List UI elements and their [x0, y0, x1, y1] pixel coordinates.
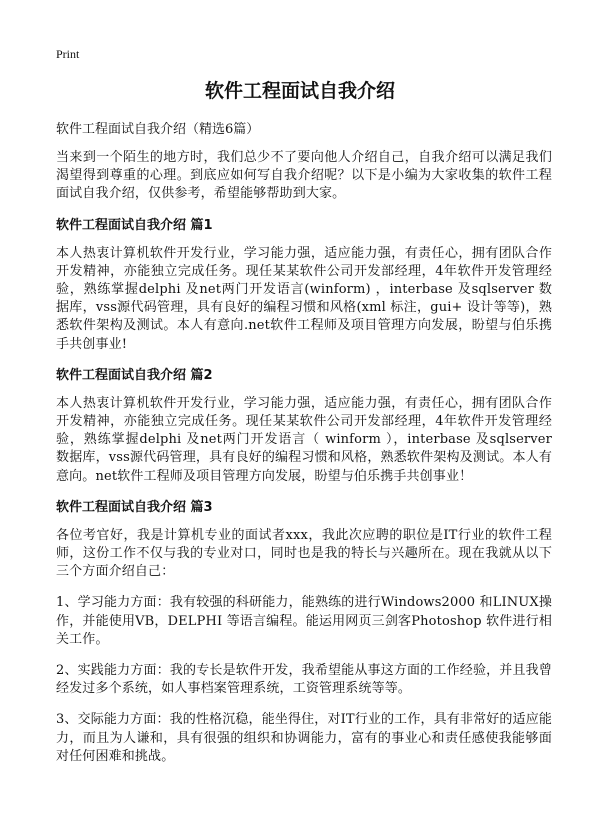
section-heading: 软件工程面试自我介绍 篇2: [56, 367, 213, 383]
document-content: [56, 149, 552, 779]
print-label[interactable]: Print: [56, 47, 80, 61]
document-title: 软件工程面试自我介绍: [204, 80, 395, 102]
intro-paragraph: 当来到一个陌生的地方时，我们总少不了要向他人介绍自己，自我介绍可以满足我们渴望得到尊重的心理。到底应如何写自我介绍呢？以下是小编为大家收集的软件工程面试自我介绍，仅供参考，希望能够帮助到大家。: [56, 150, 552, 202]
section-paragraph: 各位考官好，我是计算机专业的面试者xxx，我此次应聘的职位是IT行业的软件工程师，这份工作不仅与我的专业对口，同时也是我的特长与兴趣所在。现在我就从以下三个方面介绍自己：: [56, 527, 552, 580]
document-subtitle: 软件工程面试自我介绍（精选6篇）: [56, 122, 260, 137]
section-paragraph: 本人热衷计算机软件开发行业，学习能力强，适应能力强，有责任心，拥有团队合作开发精神，亦能独立完成任务。现任某某软件公司开发部经理，4年软件开发管理经验，熟练掌握delphi 及net两门开发语言(winform) ，interbase 及sqlserver 数据库，vss源代码管理，具有良好的编程习惯和风格(xml 标注，gui+ 设计等等)，熟悉软件架构及测试。本人有意向.net软件工程师及项目管理方向发展，盼望与伯乐携手共创事业!: [56, 245, 552, 352]
section-2: [56, 367, 552, 486]
section-paragraph: 2、实践能力方面：我的专长是软件开发，我希望能从事这方面的工作经验，并且我曾经发过多个系统，如人事档案管理系统，工资管理系统等等。: [56, 663, 552, 697]
section-paragraph: 3、交际能力方面：我的性格沉稳，能坐得住，对IT行业的工作，具有非常好的适应能力，而且为人谦和，具有很强的组织和协调能力，富有的事业心和责任感使我能够面对任何困难和挑战。: [56, 712, 552, 764]
section-1: [56, 217, 552, 354]
section-paragraph: 1、学习能力方面：我有较强的科研能力，能熟练的进行Windows2000 和LINUX操作，并能使用VB，DELPHI 等语言编程。能运用网页三剑客Photoshop 软件进行相关工作。: [56, 595, 552, 647]
section-paragraph: 本人热衷计算机软件开发行业，学习能力强，适应能力强，有责任心，拥有团队合作开发精神，亦能独立完成任务。现任某某软件公司开发部经理，4年软件开发管理经验，熟练掌握delphi 及net两门开发语言（ winform ），interbase 及sqlserver 数据库，vss源代码管理，具有良好的编程习惯和风格，熟悉软件架构及测试。本人有意向。net软件工程师及项目管理方向发展，盼望与伯乐携手共创事业！: [56, 395, 552, 484]
section-3: [56, 499, 552, 766]
section-heading: 软件工程面试自我介绍 篇3: [56, 499, 213, 515]
section-heading: 软件工程面试自我介绍 篇1: [56, 217, 213, 233]
